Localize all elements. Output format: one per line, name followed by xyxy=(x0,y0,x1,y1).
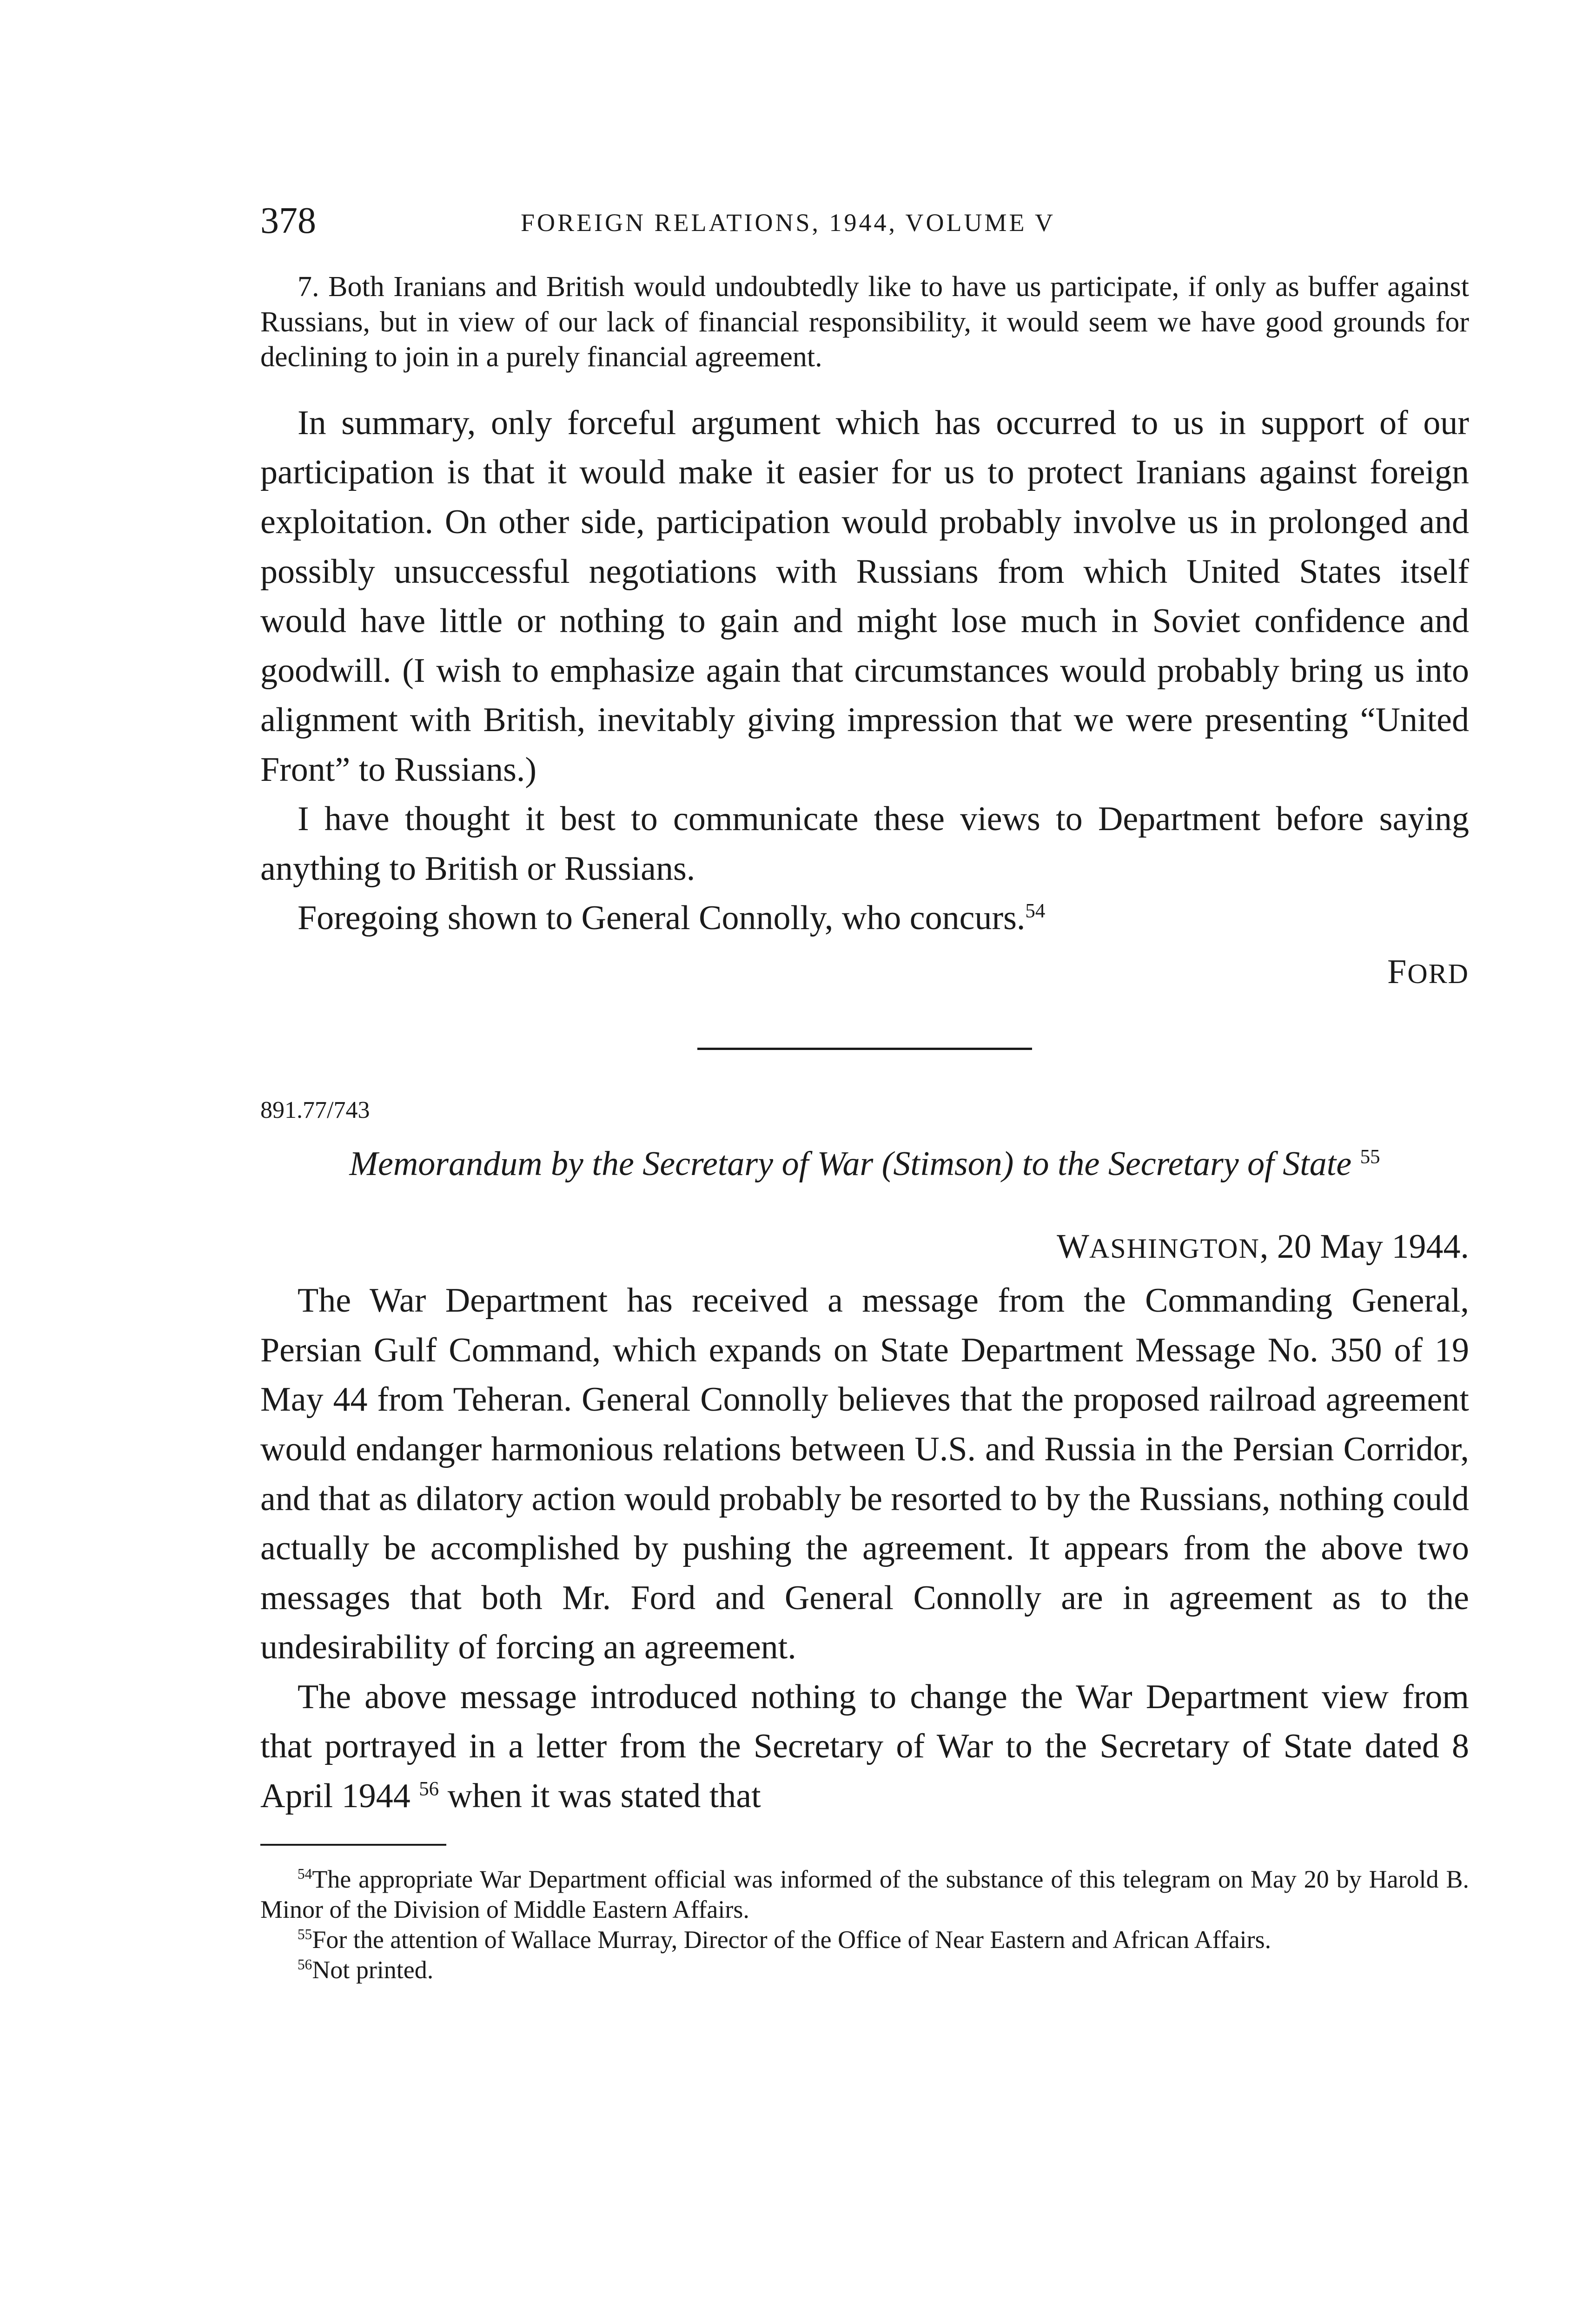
paragraph-summary: In summary, only forceful argument which has occurred to us in support of our participation is that it would make it easier for us to protect Iranians against foreign exploitation. On other side, participation would probably involve us in prolonged and possibly unsuccessful negotiations with Russians from which United States itself would have little or nothing to gain and might lose much in Soviet confidence and goodwill. (I wish to emphasize again that circumstances would probably bring us into alignment with British, inevitably giving impression that we were presenting “United Front” to Russians.) xyxy=(260,403,1469,789)
telegram-continuation-small xyxy=(260,270,1469,375)
signature-initial: F xyxy=(1387,952,1408,991)
footnotes xyxy=(260,1864,1469,1985)
document-title xyxy=(260,1142,1469,1186)
dateline-date: , 20 May 1944. xyxy=(1259,1228,1469,1266)
section-divider xyxy=(697,1048,1032,1050)
signature xyxy=(260,952,1469,992)
document-page xyxy=(260,200,1469,1985)
footnote-ref-55: 55 xyxy=(1360,1146,1380,1168)
signature-rest: ORD xyxy=(1407,958,1469,989)
memo-paragraph-2 xyxy=(260,1672,1469,1821)
memorandum-body xyxy=(260,1276,1469,1821)
running-head-title: FOREIGN RELATIONS, 1944, VOLUME V xyxy=(521,209,1056,237)
footnote-number: 56 xyxy=(298,1956,312,1973)
footnote-ref-54: 54 xyxy=(1025,900,1046,922)
footnote-54 xyxy=(260,1864,1469,1925)
footnote-text: The appropriate War Department official was informed of the substance of this telegram on May 20 by Harold B. Minor of the Division of Middle Eastern Affairs. xyxy=(260,1865,1469,1924)
dateline-city-initial: W xyxy=(1057,1228,1089,1266)
file-number: 891.77/743 xyxy=(260,1096,370,1123)
memo-paragraph-2-end: when it was stated that xyxy=(439,1776,761,1815)
paragraph-foregoing-text: Foregoing shown to General Connolly, who concurs. xyxy=(298,899,1026,938)
memo-paragraph-1: The War Department has received a message from the Commanding General, Persian Gulf Command, which expands on State Department Message No. 350 of 19 May 44 from Teheran. General Connolly believes that the proposed railroad agreement would endanger harmonious relations between U.S. and Russia in the Persian Corridor, and that as dilatory action would probably be resorted to by the Russians, nothing could actually be accomplished by pushing the agreement. It appears from the above two messages that both Mr. Ford and General Connolly are in agreement as to the undesirability of forcing an agreement. xyxy=(260,1281,1469,1667)
footnote-ref-56: 56 xyxy=(419,1778,439,1800)
paragraph-thought: I have thought it best to communicate these views to Department before saying anything to British or Russians. xyxy=(260,800,1469,888)
document-title-text: Memorandum by the Secretary of War (Stimson) to the Secretary of State xyxy=(349,1144,1352,1183)
dateline-city-rest: ASHINGTON xyxy=(1089,1233,1260,1264)
telegram-continuation xyxy=(260,398,1469,943)
footnote-number: 55 xyxy=(298,1926,312,1942)
paragraph-7: 7. Both Iranians and British would undoubtedly like to have us participate, if only as buffer against Russians, but in view of our lack of financial responsibility, it would seem we have good grounds for declining to join in a purely financial agreement. xyxy=(260,271,1469,373)
footnote-56 xyxy=(260,1955,1469,1985)
memo-paragraph-2-text: The above message introduced nothing to change the War Department view from that portrayed in a letter from the Secretary of War to the Secretary of State dated 8 April 1944 xyxy=(260,1677,1469,1815)
footnote-text: For the attention of Wallace Murray, Director of the Office of Near Eastern and African Affairs. xyxy=(312,1926,1271,1954)
footnote-text: Not printed. xyxy=(312,1955,434,1984)
page-number: 378 xyxy=(260,200,316,241)
paragraph-foregoing xyxy=(260,893,1469,943)
footnote-rule xyxy=(260,1844,446,1846)
running-head xyxy=(260,200,1469,251)
dateline xyxy=(260,1227,1469,1267)
footnote-55 xyxy=(260,1925,1469,1955)
footnote-number: 54 xyxy=(298,1866,312,1882)
